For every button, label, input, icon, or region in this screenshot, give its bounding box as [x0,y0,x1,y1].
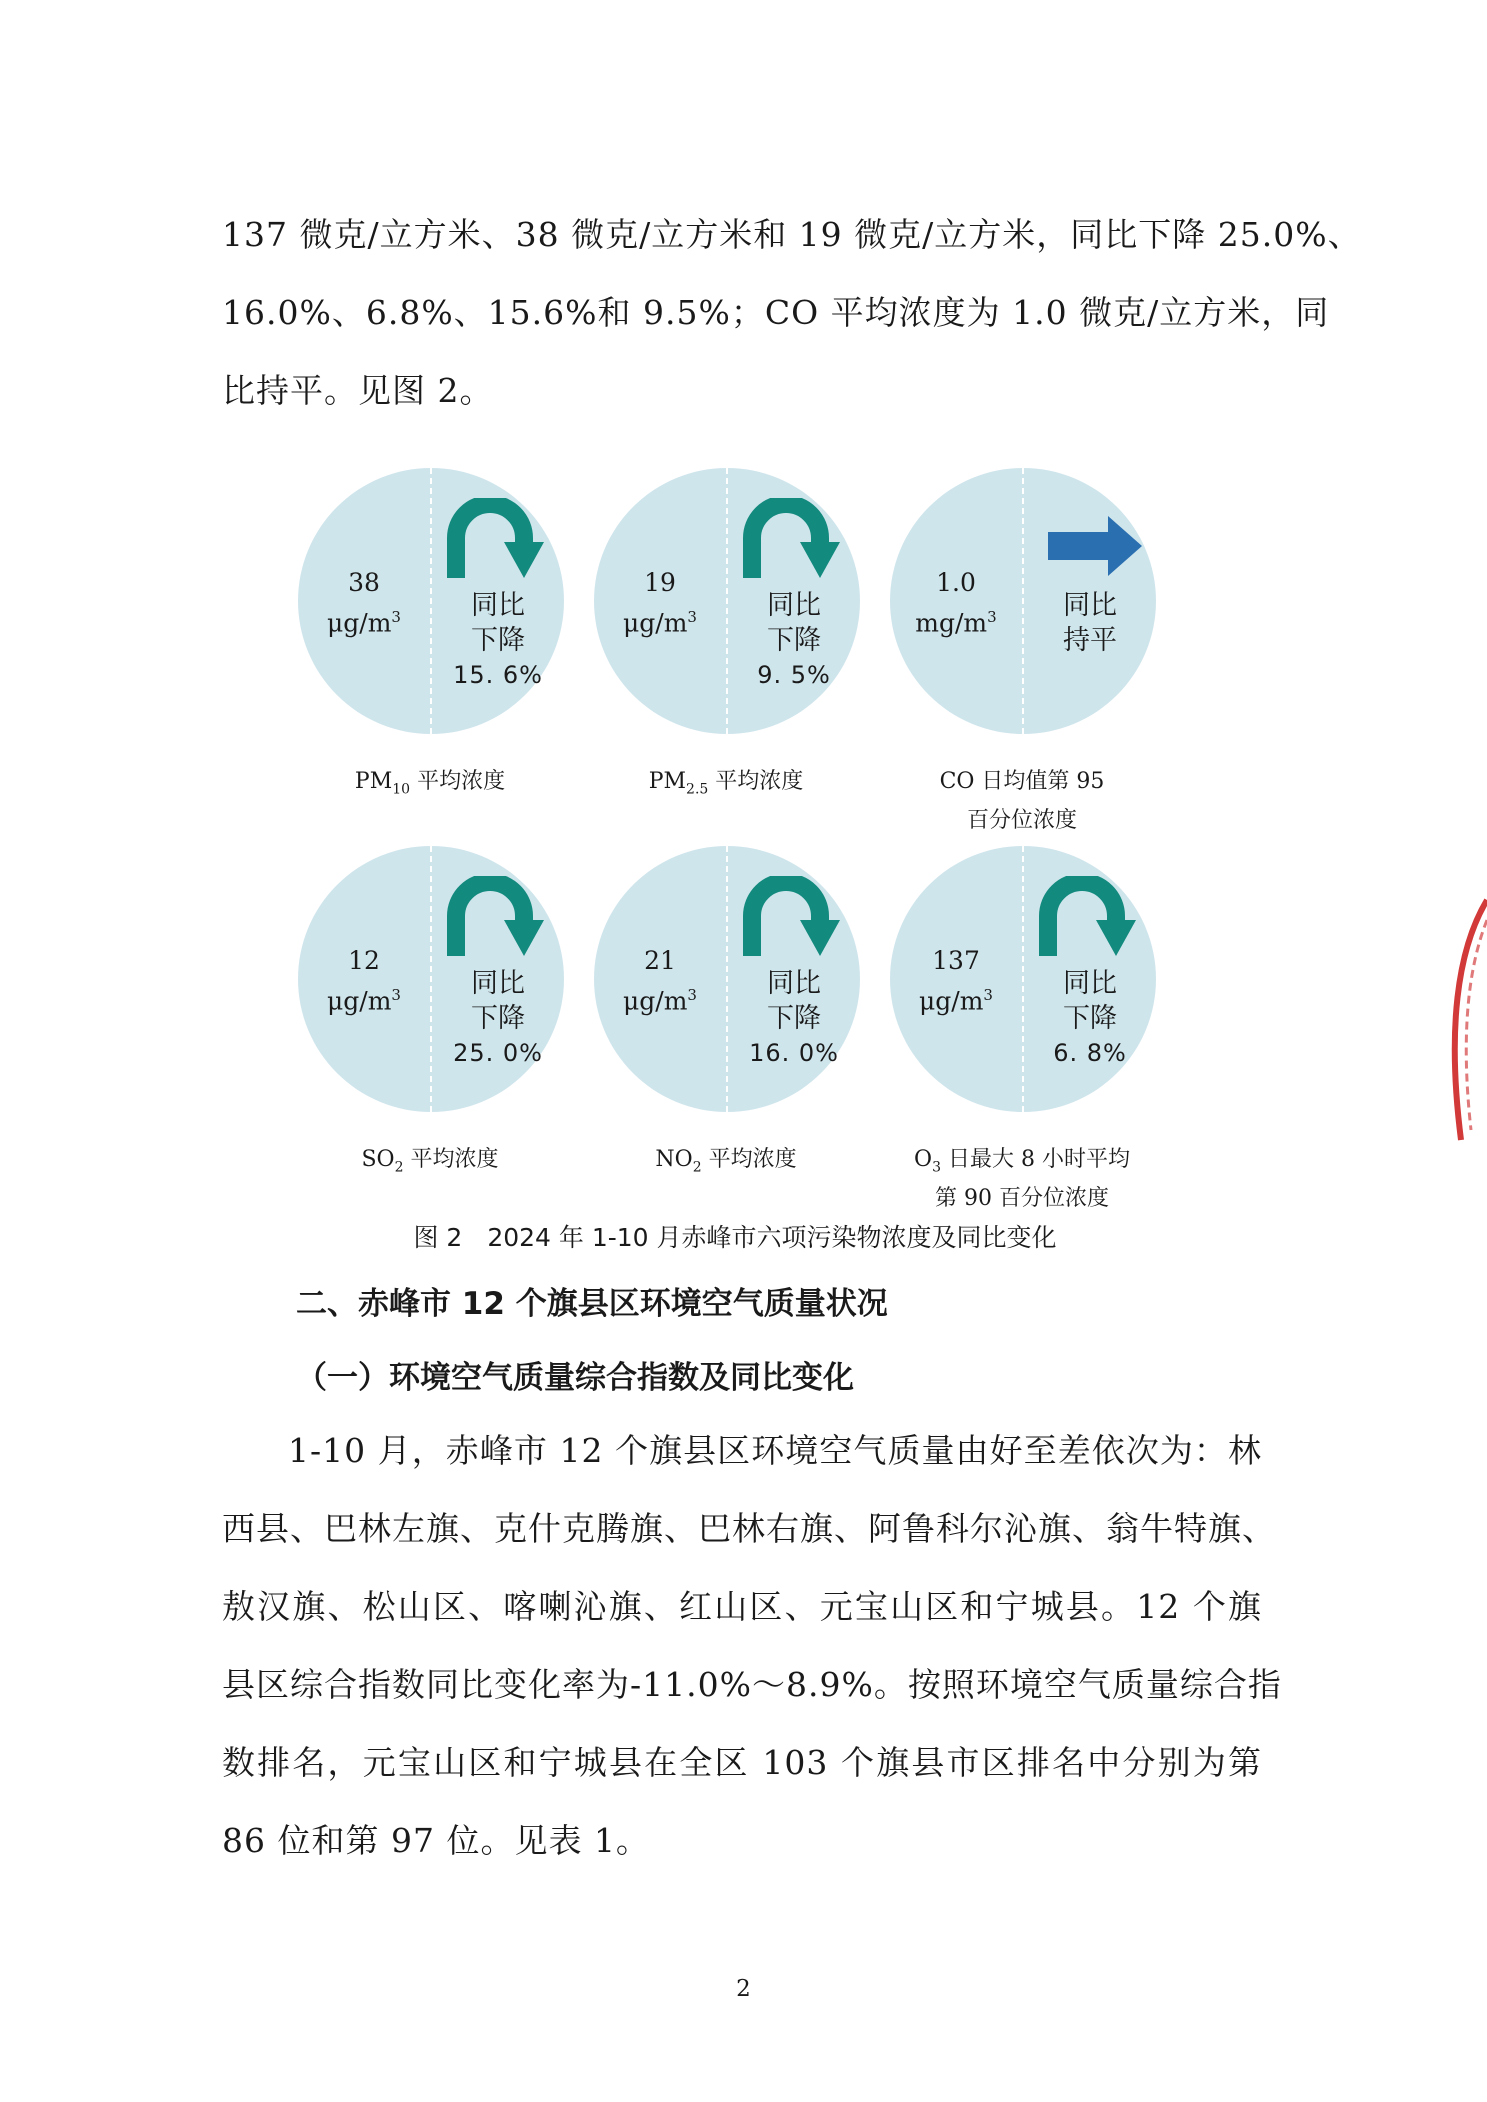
value-unit [298,600,430,640]
change-label: 同比 [767,590,821,621]
caption-line-2: 百分位浓度 [966,808,1077,834]
curved-down-arrow-icon [742,876,842,960]
change-label: 同比 [471,968,525,999]
change-label: 同比 [767,968,821,999]
caption-line-1 [566,1144,886,1183]
pollutant-figure [270,468,1200,1248]
change-text [739,966,849,1071]
change-direction: 下降 [471,625,525,656]
change-percent: 16. 0% [749,1039,839,1067]
caption-pre: SO [361,1147,395,1172]
value-number: 21 [644,946,676,975]
change-direction: 持平 [1063,625,1117,656]
intro-line: 比持平。见图 2。 [222,371,494,410]
caption-sub: 10 [392,781,411,798]
intro-line: 16.0%、6.8%、15.6%和 9.5%；CO 平均浓度为 1.0 微克/立方米，同 [222,293,1330,332]
intro-paragraph [222,196,1362,430]
value-unit [890,600,1022,640]
caption-line-1 [566,766,886,805]
unit-base: mg/m [915,608,988,638]
body-paragraph [222,1412,1282,1880]
pollutant-circle [890,846,1156,1112]
value-unit [890,978,1022,1018]
unit-exponent: 3 [391,608,401,626]
body-line: 数排名，元宝山区和宁城县在全区 103 个旗县市区排名中分别为第 [222,1743,1262,1782]
concentration-value [298,566,430,640]
body-line: 86 位和第 97 位。见表 1。 [222,1821,650,1860]
dashed-divider [726,468,728,734]
section-heading: 二、赤峰市 12 个旗县区环境空气质量状况 [296,1286,888,1322]
change-text [739,588,849,693]
concentration-value [594,566,726,640]
right-arrow-icon [1048,514,1144,578]
body-line: 西县、巴林左旗、克什克腾旗、巴林右旗、阿鲁科尔沁旗、翁牛特旗、 [222,1509,1276,1548]
concentration-value [594,944,726,1018]
change-percent: 25. 0% [453,1039,543,1067]
pollutant-caption [270,766,590,805]
caption-pre: CO 日均值第 95 [939,769,1105,794]
unit-exponent: 3 [987,608,997,626]
change-direction: 下降 [767,1003,821,1034]
page-number: 2 [736,1976,751,2002]
value-number: 137 [932,946,980,975]
value-number: 1.0 [936,568,976,597]
pollutant-circle [890,468,1156,734]
concentration-value [890,566,1022,640]
value-number: 12 [348,946,380,975]
caption-line-1 [862,1144,1182,1183]
body-line: 敖汉旗、松山区、喀喇沁旗、红山区、元宝山区和宁城县。12 个旗 [222,1587,1262,1626]
value-unit [594,600,726,640]
pollutant-caption [270,1144,590,1183]
pollutant-circle [594,468,860,734]
unit-exponent: 3 [983,986,993,1004]
change-text [443,966,553,1071]
caption-post: 平均浓度 [701,1147,797,1172]
change-percent: 15. 6% [453,661,543,689]
unit-exponent: 3 [687,986,697,1004]
caption-post: 平均浓度 [403,1147,499,1172]
dashed-divider [726,846,728,1112]
dashed-divider [1022,468,1024,734]
pollutant-caption [862,766,1182,837]
change-label: 同比 [471,590,525,621]
caption-pre: O [914,1147,933,1172]
caption-pre: PM [354,769,393,794]
unit-base: μg/m [327,986,392,1016]
unit-base: μg/m [919,986,984,1016]
caption-sub: 3 [932,1159,941,1176]
curved-down-arrow-icon [1038,876,1138,960]
change-label: 同比 [1063,590,1117,621]
concentration-value [298,944,430,1018]
caption-sub: 2 [394,1159,404,1176]
unit-base: μg/m [623,986,688,1016]
dashed-divider [430,846,432,1112]
body-line: 县区综合指数同比变化率为-11.0%～8.9%。按照环境空气质量综合指 [222,1665,1282,1704]
change-label: 同比 [1063,968,1117,999]
caption-post: 日最大 8 小时平均 [940,1147,1130,1172]
pollutant-circle [298,846,564,1112]
pollutant-caption [566,1144,886,1183]
pollutant-caption [862,1144,1182,1215]
change-text [1035,966,1145,1071]
unit-exponent: 3 [391,986,401,1004]
caption-sub: 2.5 [686,781,709,798]
curved-down-arrow-icon [742,498,842,582]
caption-post: 平均浓度 [708,769,804,794]
unit-base: μg/m [327,608,392,638]
caption-line-1 [270,1144,590,1183]
value-number: 19 [644,568,676,597]
dashed-divider [1022,846,1024,1112]
unit-base: μg/m [623,608,688,638]
caption-pre: PM [648,769,687,794]
unit-exponent: 3 [687,608,697,626]
change-direction: 下降 [471,1003,525,1034]
intro-line: 137 微克/立方米、38 微克/立方米和 19 微克/立方米，同比下降 25.0%、 [222,215,1362,254]
caption-line-1 [270,766,590,805]
figure-caption: 图 2 2024 年 1-10 月赤峰市六项污染物浓度及同比变化 [413,1223,1057,1252]
value-number: 38 [348,568,380,597]
curved-down-arrow-icon [446,876,546,960]
caption-post: 平均浓度 [410,769,506,794]
change-percent: 6. 8% [1053,1039,1127,1067]
pollutant-circle [298,468,564,734]
red-seal-stamp [1447,890,1487,1150]
pollutant-circle [594,846,860,1112]
change-direction: 下降 [767,625,821,656]
caption-line-1 [862,766,1182,805]
value-unit [298,978,430,1018]
dashed-divider [430,468,432,734]
value-unit [594,978,726,1018]
caption-line-2: 第 90 百分位浓度 [935,1186,1109,1212]
curved-down-arrow-icon [446,498,546,582]
change-text [1035,588,1145,658]
concentration-value [890,944,1022,1018]
sub-heading: （一）环境空气质量综合指数及同比变化 [296,1360,854,1396]
caption-pre: NO [655,1147,693,1172]
change-text [443,588,553,693]
pollutant-caption [566,766,886,805]
caption-sub: 2 [692,1159,702,1176]
change-direction: 下降 [1063,1003,1117,1034]
body-line: 1-10 月，赤峰市 12 个旗县区环境空气质量由好至差依次为：林 [288,1431,1262,1470]
change-percent: 9. 5% [757,661,831,689]
